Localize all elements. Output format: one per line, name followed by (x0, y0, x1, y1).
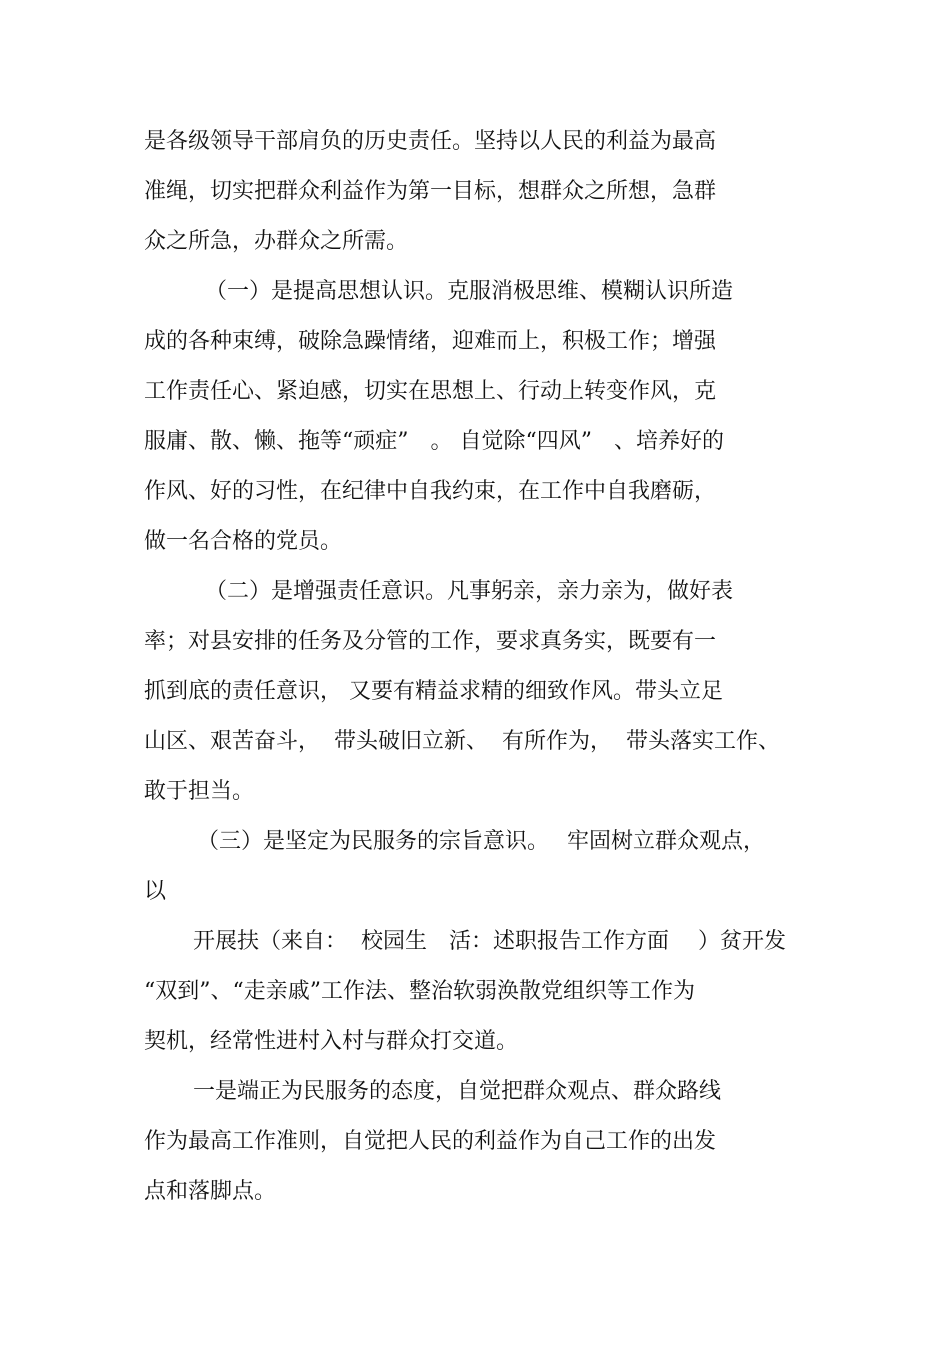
text-line-20: 一是端正为民服务的态度，自觉把群众观点、群众路线 (193, 1079, 722, 1104)
text-line-17: 开展扶（来自： 校园生 活：述职报告工作方面 ）贫开发 (193, 929, 786, 954)
text-line-6: 工作责任心、紧迫感，切实在思想上、行动上转变作风，克 (144, 379, 717, 404)
text-line-10: （二）是增强责任意识。凡事躬亲，亲力亲为，做好表 (205, 579, 734, 604)
text-line-16: 以 (144, 879, 167, 904)
text-line-19: 契机，经常性进村入村与群众打交道。 (144, 1029, 519, 1054)
text-line-8: 作风、好的习性，在纪律中自我约束，在工作中自我磨砺， (144, 479, 717, 504)
text-line-15: （三）是坚定为民服务的宗旨意识。 牢固树立群众观点， (197, 829, 765, 854)
text-line-18: “双到”、“走亲戚”工作法、整治软弱涣散党组织等工作为 (144, 979, 695, 1004)
text-line-4: （一）是提高思想认识。克服消极思维、模糊认识所造 (205, 279, 734, 304)
text-line-11: 率；对县安排的任务及分管的工作，要求真务实，既要有一 (144, 629, 717, 654)
text-line-2: 准绳，切实把群众利益作为第一目标，想群众之所想，急群 (144, 179, 717, 204)
text-line-5: 成的各种束缚，破除急躁情绪，迎难而上，积极工作；增强 (144, 329, 717, 354)
text-line-3: 众之所急，办群众之所需。 (144, 229, 409, 254)
text-line-1: 是各级领导干部肩负的历史责任。坚持以人民的利益为最高 (144, 129, 717, 154)
text-line-14: 敢于担当。 (144, 779, 255, 804)
text-line-22: 点和落脚点。 (144, 1179, 277, 1204)
text-line-13: 山区、艰苦奋斗， 带头破旧立新、 有所作为， 带头落实工作、 (144, 729, 780, 754)
text-line-9: 做一名合格的党员。 (144, 529, 343, 554)
text-line-21: 作为最高工作准则，自觉把人民的利益作为自己工作的出发 (144, 1129, 717, 1154)
text-line-7: 服庸、散、懒、拖等“顽症” 。 自觉除“四风” 、培养好的 (144, 429, 724, 454)
text-line-12: 抓到底的责任意识， 又要有精益求精的细致作风。带头立足 (144, 679, 723, 704)
